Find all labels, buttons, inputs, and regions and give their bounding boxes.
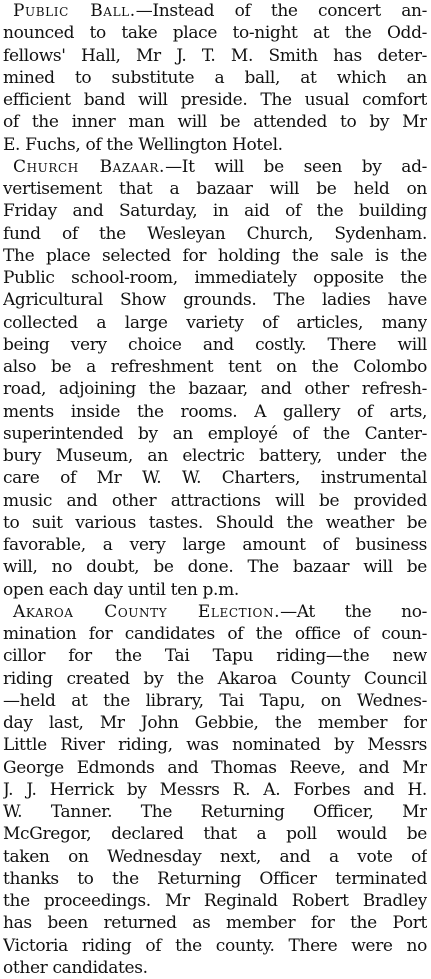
article-line: will, no doubt, be done. The bazaar will be [3,557,427,578]
article-church-bazaar [3,156,427,601]
article-first-line [3,156,427,178]
article-line: vertisement that a bazaar will be held on [3,179,427,199]
article-line: being very choice and costly. There will [3,334,427,355]
article-line: collected a large variety of articles, many [3,312,427,333]
article-line: Victoria riding of the county. There were no [3,935,427,956]
article-line: fellows' Hall, Mr J. T. M. Smith has deter- [3,45,427,66]
article-line: also be a refreshment tent on the Colombo [3,357,427,377]
article-line: has been returned as member for the Port [3,913,427,934]
article-line: Public school-room, immediately opposite the [3,268,427,288]
article-line: riding created by the Akaroa County Council [3,668,427,689]
article-first-line [3,0,427,22]
article-line: of the inner man will be attended to by Mr [3,112,427,133]
article-line: thanks to the Returning Officer terminated [3,868,427,889]
article-line: Friday and Saturday, in aid of the building [3,201,427,222]
article-line: McGregor, declared that a poll would be [3,824,427,845]
article-line: E. Fuchs, of the Wellington Hotel. [3,134,283,155]
article-line: W. Tanner. The Returning Officer, Mr [3,802,427,822]
article-line: day last, Mr John Gebbie, the member for [3,713,427,733]
article-line: bury Museum, an electric battery, under the [3,446,427,466]
article-line: Little River riding, was nominated by Messrs [3,735,427,756]
article-line: other candidates. [3,957,148,978]
article-line: efficient band will preside. The usual comfort [3,90,427,110]
article-line: fund of the Wesleyan Church, Sydenham. [3,223,427,244]
article-line: superintended by an employé of the Canter- [3,423,427,444]
article-line: The place selected for holding the sale is the [3,245,427,266]
article-line: ments inside the rooms. A gallery of arts, [3,401,427,422]
article-line: —Instead of the concert an- [135,1,427,21]
article-heading: Public Ball. [13,1,136,21]
article-line: Agricultural Show grounds. The ladies have [3,290,427,311]
article-line: taken on Wednesday next, and a vote of [3,846,427,867]
article-line: —At the no- [280,601,427,622]
article-line: —held at the library, Tai Tapu, on Wednes- [3,690,427,711]
article-public-ball [3,0,427,156]
article-line: —It will be seen by ad- [165,156,427,177]
article-line: to suit various tastes. Should the weather be [3,512,427,533]
article-heading: Church Bazaar. [13,156,166,177]
article-heading: Akaroa County Election. [13,601,281,622]
article-line: mined to substitute a ball, at which an [3,67,427,88]
article-first-line [3,601,427,623]
article-line: George Edmonds and Thomas Reeve, and Mr [3,757,427,778]
article-line: open each day until ten p.m. [3,579,239,600]
article-line: J. J. Herrick by Messrs R. A. Forbes and H. [3,779,427,800]
article-line: nounced to take place to-night at the Odd- [3,23,427,44]
article-line: music and other attractions will be provided [3,490,427,511]
article-line: road, adjoining the bazaar, and other refresh- [3,379,427,400]
article-line: cillor for the Tai Tapu riding—the new [3,646,427,667]
article-line: care of Mr W. W. Charters, instrumental [3,468,427,489]
article-akaroa-county-election [3,601,427,979]
article-line: mination for candidates of the office of coun- [3,624,427,644]
article-line: favorable, a very large amount of business [3,535,427,555]
newspaper-column [3,0,427,979]
article-line: the proceedings. Mr Reginald Robert Bradley [3,891,427,911]
